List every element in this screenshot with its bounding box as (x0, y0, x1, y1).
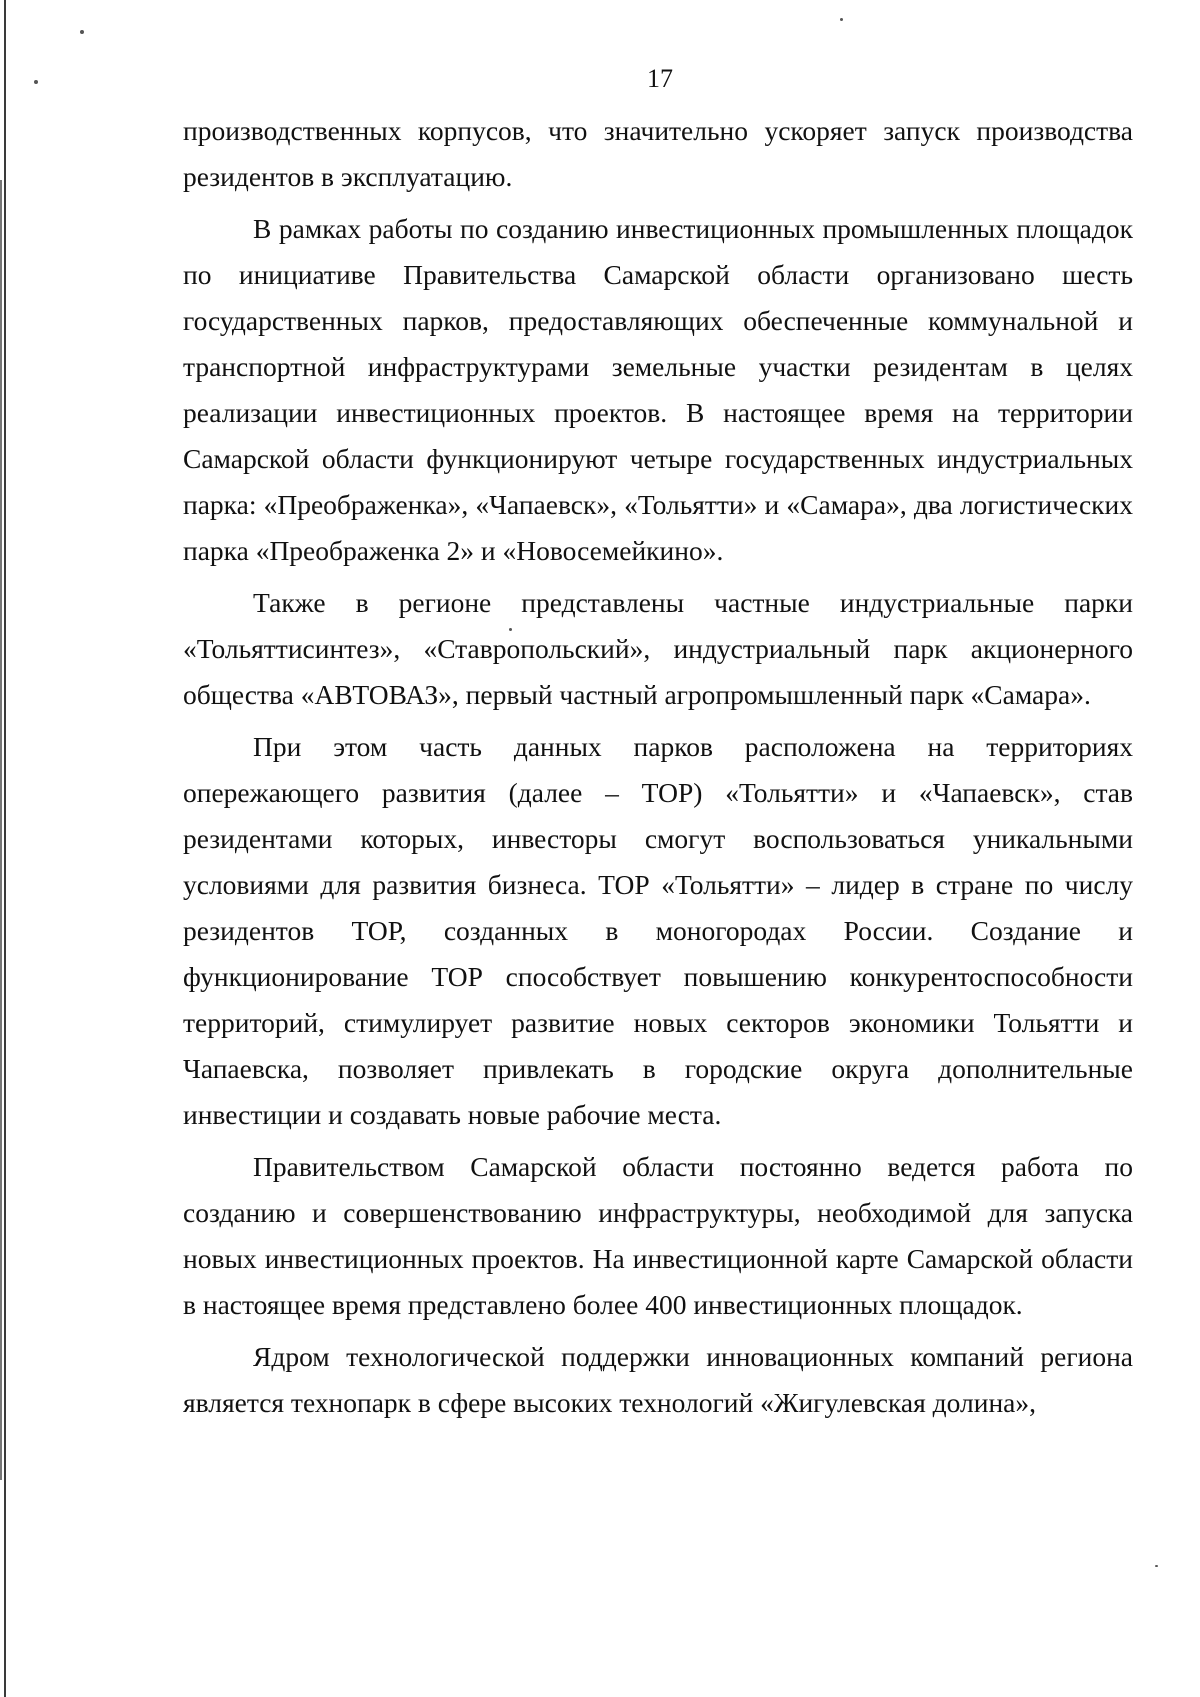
paragraph-1: производственных корпусов, что значительно ускоряет запуск производства резидентов в эксплуатацию. (183, 115, 1133, 192)
scan-speck (1155, 1565, 1158, 1567)
scan-edge-line (4, 0, 6, 1697)
paragraph-6: Ядром технологической поддержки инновационных компаний региона является технопарк в сфере высоких технологий «Жигулевская долина», (183, 1341, 1133, 1418)
paragraph-2: В рамках работы по созданию инвестиционных промышленных площадок по инициативе Правительства Самарской области организовано шесть государственных парков, предоставляющих обеспеченные коммунальной и транспортной инфраструктурами земельные участки резидентам в целях реализации инвестиционных проектов. В настоящее время на территории Самарской области функционируют четыре государственных индустриальных парка: «Преображенка», «Чапаевск», «Тольятти» и «Самара», два логистических парка «Преображенка 2» и «Новосемейкино». (183, 213, 1133, 566)
scan-speck (80, 30, 84, 34)
paragraph-3: Также в регионе представлены частные индустриальные парки «Тольяттисинтез», «Ставропольский», индустриальный парк акционерного общества «АВТОВАЗ», первый частный агропромышленный парк «Самара». (183, 587, 1133, 710)
body-text (183, 108, 1133, 1426)
paragraph-4: При этом часть данных парков расположена на территориях опережающего развития (далее – ТОР) «Тольятти» и «Чапаевск», став резидентами которых, инвесторы смогут воспользоваться уникальными условиями для развития бизнеса. ТОР «Тольятти» – лидер в стране по числу резидентов ТОР, созданных в моногородах России. Создание и функционирование ТОР способствует повышению конкурентоспособности территорий, стимулирует развитие новых секторов экономики Тольятти и Чапаевска, позволяет привлекать в городские округа дополнительные инвестиции и создавать новые рабочие места. (183, 731, 1133, 1130)
paragraph-5: Правительством Самарской области постоянно ведется работа по созданию и совершенствованию инфраструктуры, необходимой для запуска новых инвестиционных проектов. На инвестиционной карте Самарской области в настоящее время представлено более 400 инвестиционных площадок. (183, 1151, 1133, 1320)
page-number: 17 (647, 64, 673, 93)
scan-speck (840, 18, 843, 21)
scan-edge-line-inner (0, 180, 2, 1480)
